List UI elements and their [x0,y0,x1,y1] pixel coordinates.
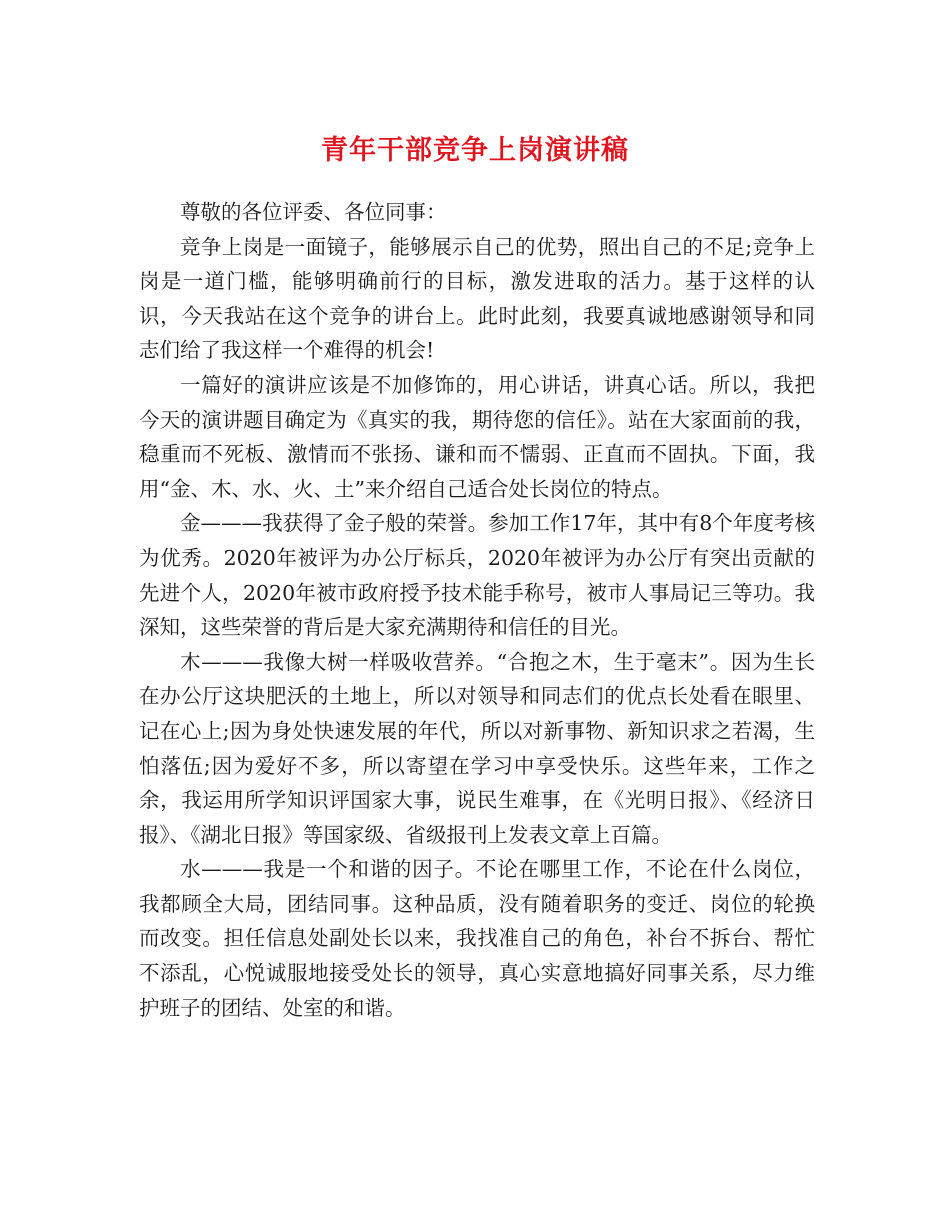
paragraph-wood: 木———我像大树一样吸收营养。“合抱之木，生于毫末”。因为生长在办公厅这块肥沃的土地上，所以对领导和同志们的优点长处看在眼里、记在心上;因为身处快速发展的年代，所以对新事物、新知识求之若渴，生怕落伍;因为爱好不多，所以寄望在学习中享受快乐。这些年来，工作之余，我运用所学知识评国家大事，说民生难事，在《光明日报》、《经济日报》、《湖北日报》等国家级、省级报刊上发表文章上百篇。 [139,649,815,847]
paragraph-metal: 金———我获得了金子般的荣誉。参加工作17年，其中有8个年度考核为优秀。2020年被评为办公厅标兵，2020年被评为办公厅有突出贡献的先进个人，2020年被市政府授予技术能手称号，被市人事局记三等功。我深知，这些荣誉的背后是大家充满期待和信任的目光。 [139,511,815,640]
salutation: 尊敬的各位评委、各位同事： [180,200,447,224]
document-body [139,195,815,1025]
paragraph-speech-topic: 一篇好的演讲应该是不加修饰的，用心讲话，讲真心话。所以，我把今天的演讲题目确定为《真实的我，期待您的信任》。站在大家面前的我，稳重而不死板、激情而不张扬、谦和而不懦弱、正直而不固执。下面，我用“金、木、水、火、土”来介绍自己适合处长岗位的特点。 [139,372,815,501]
document-title: 青年干部竞争上岗演讲稿 [321,135,629,166]
paragraph-intro: 竞争上岗是一面镜子，能够展示自己的优势，照出自己的不足;竞争上岗是一道门槛，能够明确前行的目标，激发进取的活力。基于这样的认识，今天我站在这个竞争的讲台上。此时此刻，我要真诚地感谢领导和同志们给了我这样一个难得的机会! [139,234,815,363]
paragraph-water: 水———我是一个和谐的因子。不论在哪里工作，不论在什么岗位，我都顾全大局，团结同事。这种品质，没有随着职务的变迁、岗位的轮换而改变。担任信息处副处长以来，我找准自己的角色，补台不拆台、帮忙不添乱，心悦诚服地接受处长的领导，真心实意地搞好同事关系，尽力维护班子的团结、处室的和谐。 [139,857,815,1020]
